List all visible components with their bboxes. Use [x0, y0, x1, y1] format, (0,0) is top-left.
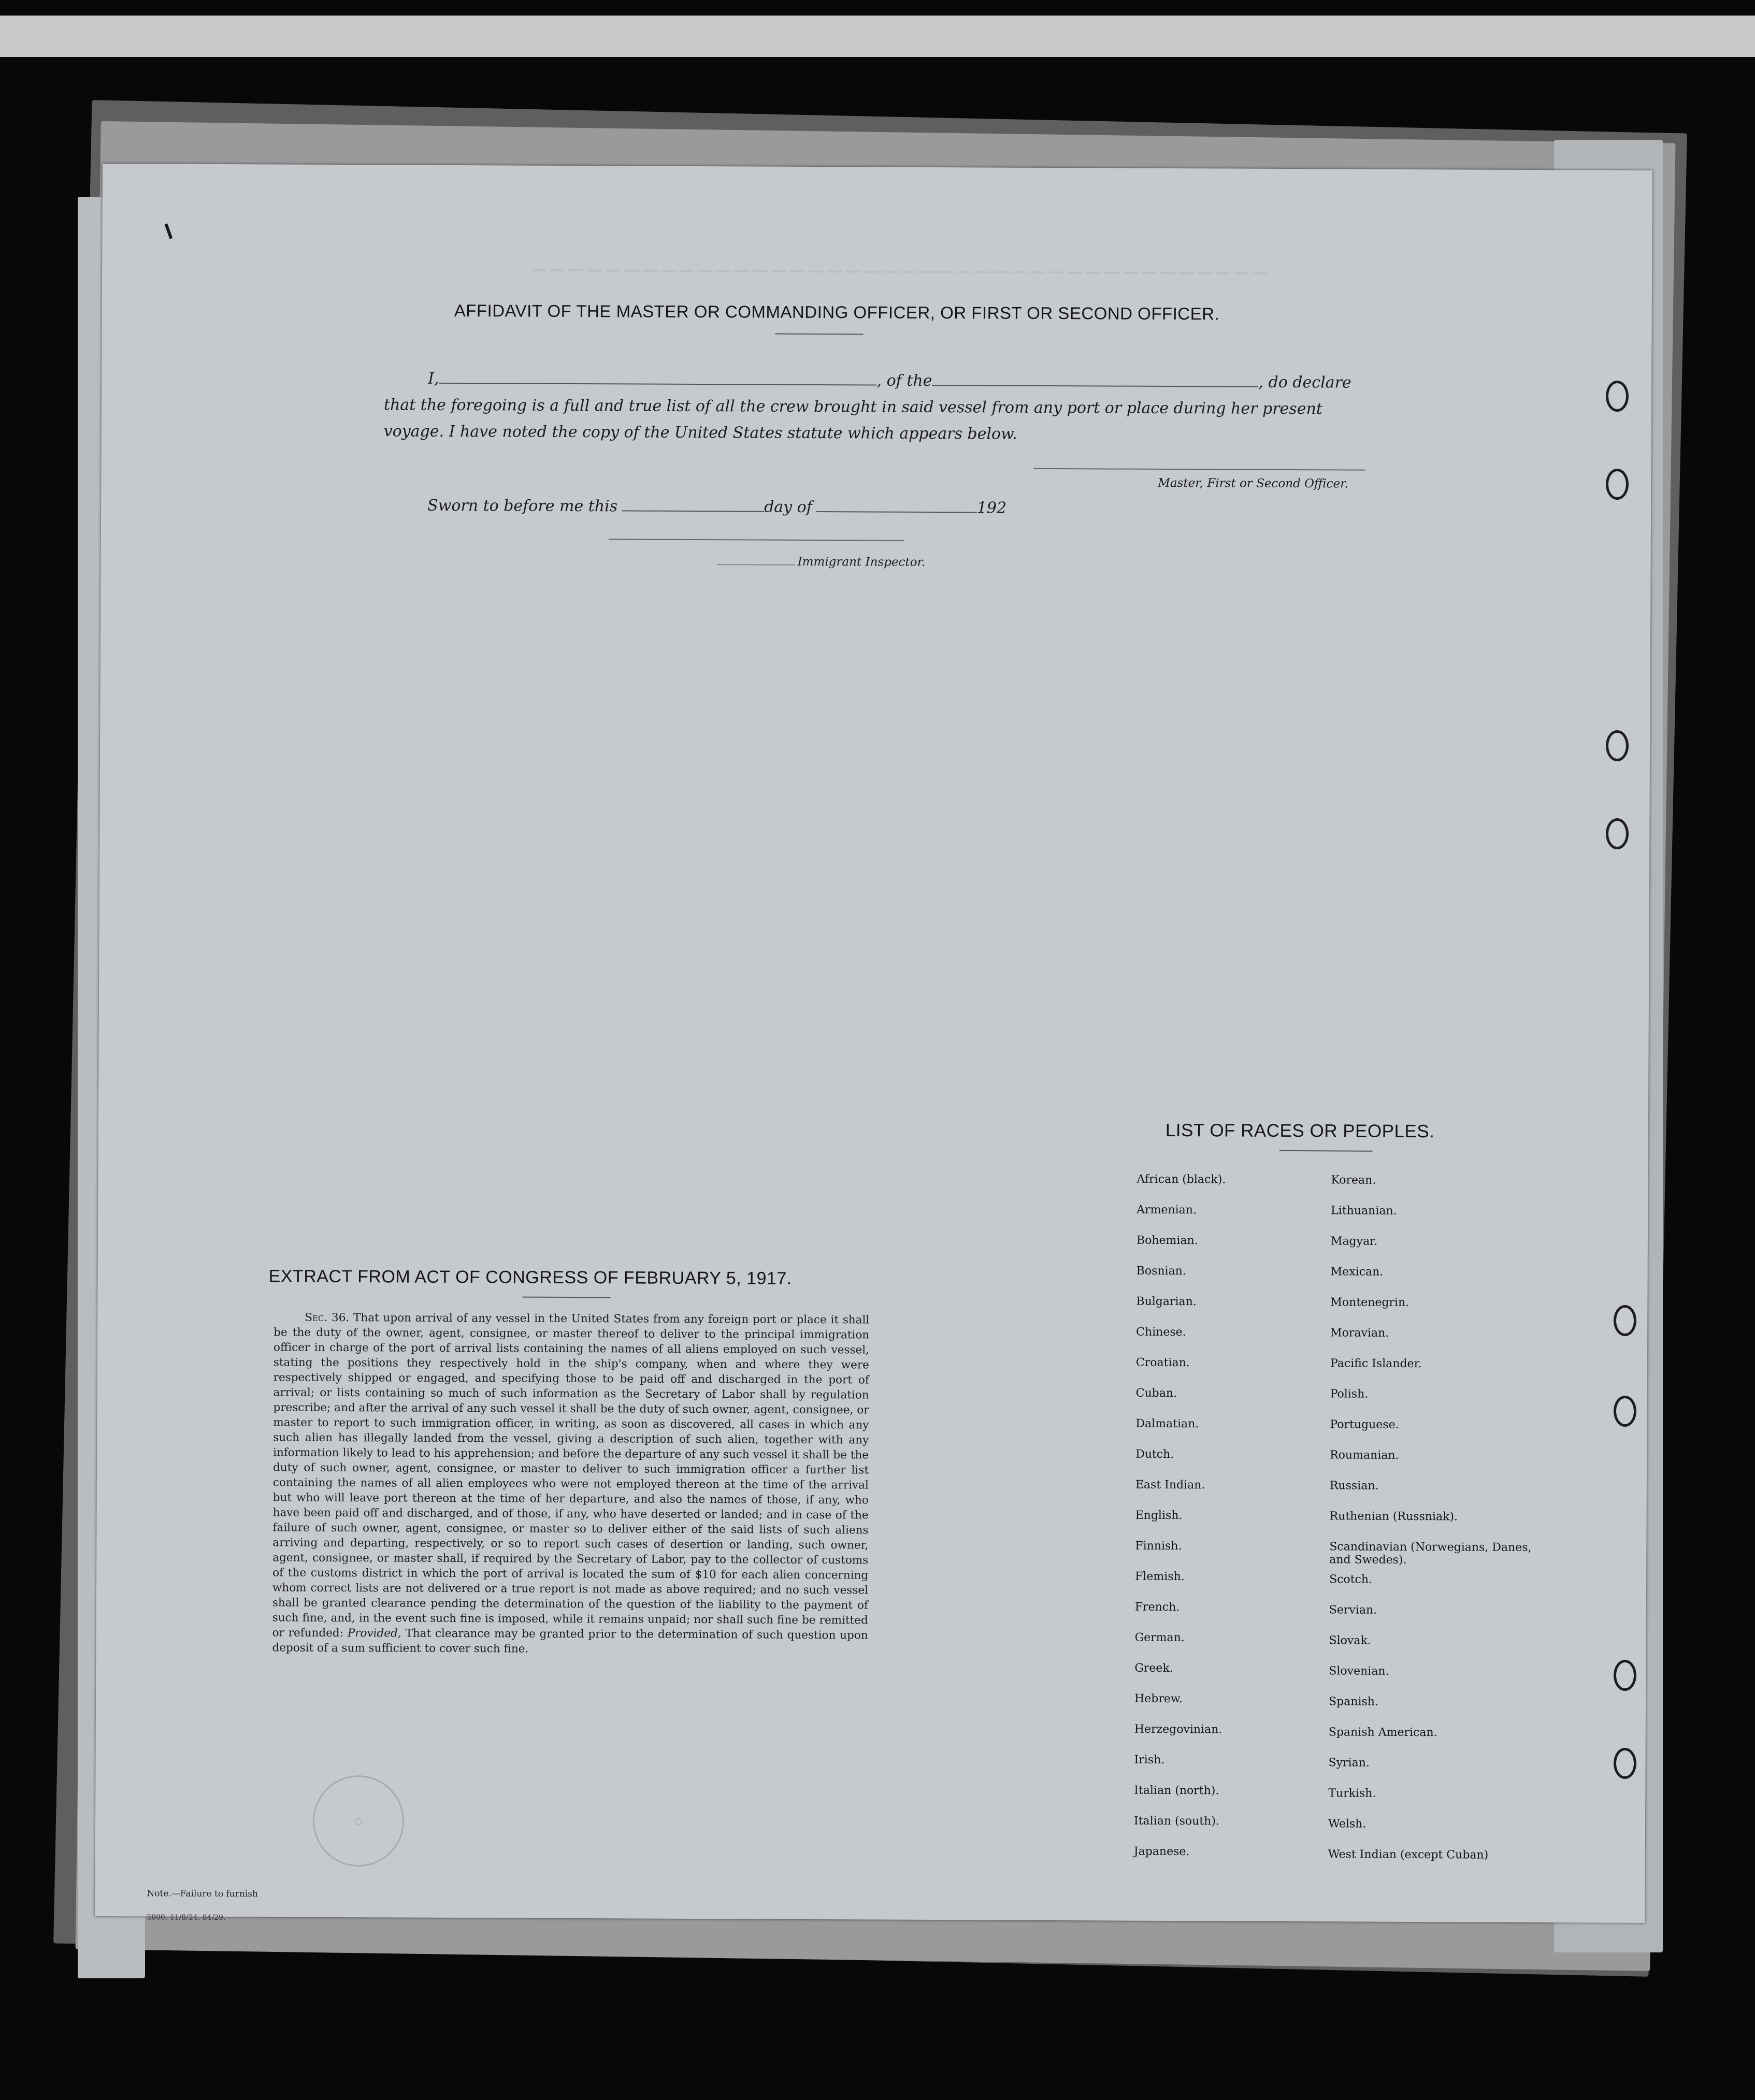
races-left-column [1134, 1173, 1331, 1879]
master-label: Master, First or Second Officer. [1158, 476, 1348, 491]
binder-hole [1614, 1748, 1636, 1779]
race-item: French. [1134, 1600, 1180, 1614]
races-title: LIST OF RACES OR PEOPLES. [1165, 1120, 1435, 1142]
race-item: Bulgarian. [1136, 1295, 1197, 1309]
master-signature-line [1033, 468, 1365, 471]
sworn-day-of: day of [764, 498, 812, 516]
race-item: West Indian (except Cuban) [1328, 1848, 1489, 1862]
races-list [1134, 1173, 1551, 1879]
binder-hole [1606, 469, 1629, 500]
extract-divider [522, 1297, 610, 1298]
race-item: Herzegovinian. [1134, 1722, 1222, 1736]
name-blank [439, 372, 877, 386]
extract-title: EXTRACT FROM ACT OF CONGRESS OF FEBRUARY 5, 1917. [268, 1266, 792, 1288]
race-item: Bosnian. [1136, 1264, 1186, 1278]
race-item: Welsh. [1328, 1817, 1366, 1831]
affidavit-title: AFFIDAVIT OF THE MASTER OR COMMANDING OFFICER, OR FIRST OR SECOND OFFICER. [454, 300, 1220, 324]
race-item: Roumanian. [1330, 1449, 1399, 1462]
pencil-mark [165, 223, 173, 239]
binder-hole [1606, 381, 1629, 412]
month-blank [816, 501, 977, 513]
sworn-year: 192 [976, 499, 1007, 517]
race-item: Turkish. [1328, 1787, 1376, 1800]
race-item: Italian (south). [1134, 1814, 1219, 1828]
binder-hole [1614, 1396, 1636, 1427]
race-item: Spanish American. [1328, 1726, 1437, 1740]
race-item: Slovenian. [1329, 1664, 1389, 1678]
scanner-top-bar [0, 16, 1755, 57]
inspector-label: Immigrant Inspector. [797, 555, 926, 569]
inspector-signature-line [609, 539, 904, 541]
race-item: Bohemian. [1136, 1234, 1198, 1248]
day-blank [622, 500, 764, 512]
race-item: African (black). [1137, 1172, 1226, 1186]
race-item: Pacific Islander. [1330, 1357, 1422, 1371]
section-text-end: That clearance may be granted prior to the determination of such question upon deposit of a sum sufficient to cover such fine. [272, 1627, 868, 1656]
race-item: Slovak. [1329, 1634, 1371, 1647]
sworn-line [427, 497, 1006, 517]
race-item: Montenegrin. [1330, 1296, 1409, 1310]
footer-code: 2000. 11/8/24. 84/29. [147, 1913, 226, 1922]
race-item: Japanese. [1133, 1845, 1190, 1859]
race-item: Russian. [1329, 1479, 1379, 1493]
race-item: Scandinavian (Norwegians, Danes, and Swedes). [1329, 1540, 1532, 1567]
race-item: Greek. [1134, 1661, 1173, 1675]
race-item: Moravian. [1330, 1326, 1389, 1340]
affidavit-line-1 [428, 370, 1351, 392]
race-item: Flemish. [1135, 1570, 1185, 1584]
race-item: Mexican. [1330, 1265, 1384, 1279]
sworn-prefix: Sworn to before me this [427, 496, 618, 516]
affidavit-line-3: voyage. I have noted the copy of the United States statute which appears below. [383, 422, 1017, 443]
binder-hole [1614, 1305, 1636, 1336]
inspector-short-line [717, 564, 795, 566]
race-item: Cuban. [1135, 1386, 1177, 1400]
extract-body [272, 1310, 869, 1658]
binder-hole [1606, 730, 1629, 761]
affidavit-declare-label: , do declare [1258, 373, 1351, 392]
race-item: Hebrew. [1134, 1692, 1183, 1706]
affidavit-i-label: I, [428, 369, 439, 388]
binder-hole [1606, 818, 1629, 849]
race-item: Korean. [1331, 1174, 1376, 1187]
binder-hole [1614, 1660, 1636, 1691]
race-item: Spanish. [1329, 1695, 1379, 1708]
section-label: Sec. 36. [305, 1311, 350, 1325]
section-text: That upon arrival of any vessel in the United States from any foreign port or place it shall be the duty of the owner, agent, consignee, or master thereof to deliver to the principal immigration officer in charge of the port of arrival lists containing the names of all aliens employed on such vessel, stating the positions they respectively hold in the ship's company, when and where they were respectively shipped or engaged, and specifying those to be paid off and discharged in the port of arrival; or lists containing so much of such information as the Secretary of Labor shall by regulation prescribe; and after the arrival of any such vessel it shall be the duty of such owner, agent, consignee, or master to report to such immigration officer, in writing, as soon as discovered, all cases in which any such alien has illegally landed from the vessel, giving a description of such alien, together with any information likely to lead to his apprehension; and before the departure of any such vessel it shall be the duty of such owner, agent, consignee, or master to deliver to such immigration officer a further list containing the names of all alien employees who were not employed thereon at the time of the arrival but who will leave port thereon at the time of her departure, and also the names of those, if any, who have been paid off and discharged, and of those, if any, who have deserted or landed; and in case of the failure of such owner, agent, consignee, or master so to deliver either of the said lists of such aliens arriving and departing, respectively, or so to report such cases of desertion or landing, such owner, agent, consignee, or master shall, if required by the Secretary of Labor, pay to the collector of customs of the customs district in which the port of arrival is located the sum of $10 for each alien concerning whom correct lists are not delivered or a true report is not made as above required; and no such vessel shall be granted clearance pending the determination of the question of the liability to the payment of such fine, and, in the event such fine is imposed, while it remains unpaid; nor shall such fine be remitted or refunded: [272, 1311, 870, 1640]
race-item: Italian (north). [1134, 1784, 1219, 1798]
affidavit-of-the-label: , of the [876, 371, 932, 390]
race-item: Magyar. [1330, 1235, 1378, 1248]
race-item: Armenian. [1137, 1203, 1197, 1217]
races-right-column [1328, 1174, 1551, 1879]
races-divider [1279, 1150, 1373, 1152]
race-item: Chinese. [1136, 1325, 1186, 1339]
race-item: Irish. [1134, 1753, 1165, 1766]
race-item: Scotch. [1329, 1573, 1373, 1586]
race-item: Syrian. [1328, 1756, 1370, 1770]
race-item: Servian. [1329, 1603, 1377, 1617]
provided-label: Provided, [347, 1627, 401, 1640]
footer-note: Note.—Failure to furnish [147, 1888, 258, 1900]
race-item: Finnish. [1135, 1539, 1182, 1553]
race-item: Ruthenian (Russniak). [1329, 1510, 1458, 1524]
race-item: East Indian. [1135, 1478, 1205, 1492]
bleed-through-text: ──────────────────────────────────────── [527, 256, 1268, 287]
race-item: English. [1135, 1509, 1183, 1523]
race-item: Polish. [1330, 1387, 1369, 1401]
race-item: Croatian. [1135, 1356, 1190, 1370]
faint-stamp: ○ [305, 1767, 412, 1875]
manifest-page [95, 164, 1652, 1923]
title-divider [775, 334, 864, 335]
race-item: Portuguese. [1330, 1418, 1399, 1431]
race-item: German. [1134, 1631, 1185, 1645]
race-item: Dutch. [1135, 1447, 1174, 1461]
race-item: Dalmatian. [1135, 1417, 1199, 1431]
affidavit-line-2: that the foregoing is a full and true list of all the crew brought in said vessel from any port or place during her present [383, 396, 1322, 418]
vessel-blank [932, 374, 1258, 387]
race-item: Lithuanian. [1331, 1204, 1397, 1218]
